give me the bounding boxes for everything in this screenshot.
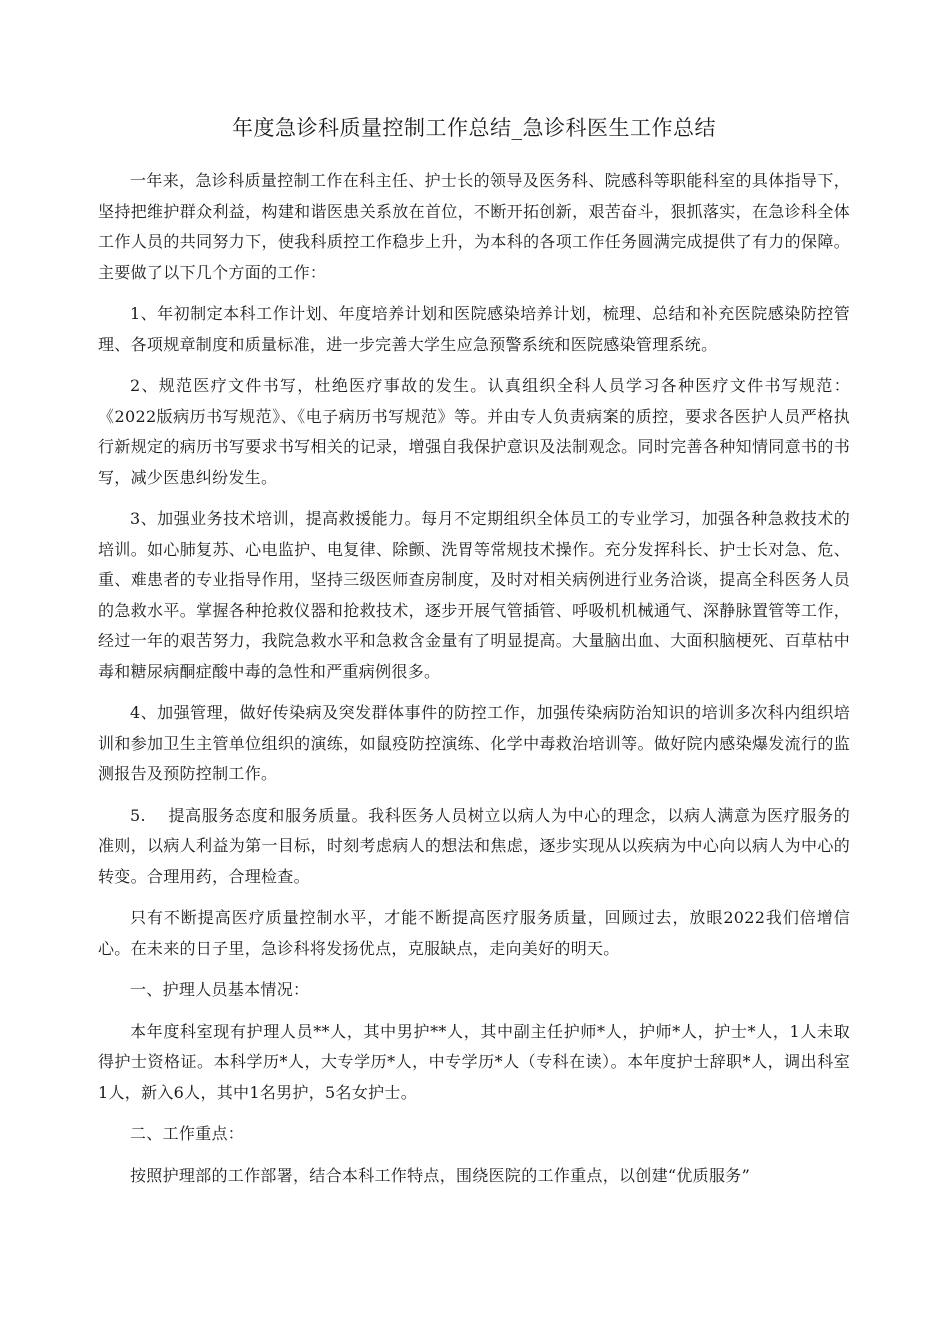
paragraph-conclusion: 只有不断提高医疗质量控制水平，才能不断提高医疗服务质量，回顾过去，放眼2022我们倍增信心。在未来的日子里，急诊科将发扬优点，克服缺点，走向美好的明天。 — [98, 908, 850, 958]
section-heading-focus: 二、工作重点： — [130, 1124, 245, 1143]
paragraph-staff: 本年度科室现有护理人员**人，其中男护**人，其中副主任护师*人，护师*人，护士*人，1人未取得护士资格证。本科学历*人，大专学历*人，中专学历*人（专科在读）。本年度护士辞职*人，调出科室1人，新入6人，其中1名男护，5名女护士。 — [98, 1021, 850, 1102]
paragraph-item-4: 4、加强管理，做好传染病及突发群体事件的防控工作，加强传染病防治知识的培训多次科内组织培训和参加卫生主管单位组织的演练，如鼠疫防控演练、化学中毒救治培训等。做好院内感染爆发流行的监测报告及预防控制工作。 — [98, 703, 850, 783]
paragraph-item-3: 3、加强业务技术培训，提高救援能力。每月不定期组织全体员工的专业学习，加强各种急救技术的培训。如心肺复苏、心电监护、电复律、除颤、洗胃等常规技术操作。充分发挥科长、护士长对急、危、重、难患者的专业指导作用，坚持三级医师查房制度，及时对相关病例进行业务洽谈，提高全科医务人员的急救水平。掌握各种抢救仪器和抢救技术，逐步开展气管插管、呼吸机机械通气、深静脉置管等工作，经过一年的艰苦努力，我院急救水平和急救含金量有了明显提高。大量脑出血、大面积脑梗死、百草枯中毒和糖尿病酮症酸中毒的急性和严重病例很多。 — [98, 509, 850, 681]
paragraph-focus: 按照护理部的工作部署，结合本科工作特点，围绕医院的工作重点，以创建“优质服务” — [130, 1165, 751, 1185]
paragraph-item-1: 1、年初制定本科工作计划、年度培养计划和医院感染培养计划，梳理、总结和补充医院感染防控管理、各项规章制度和质量标准，进一步完善大学生应急预警系统和医院感染管理系统。 — [98, 304, 850, 354]
section-heading-staff: 一、护理人员基本情况： — [130, 980, 310, 999]
document-title: 年度急诊科质量控制工作总结_急诊科医生工作总结 — [232, 116, 716, 140]
paragraph-item-5: 5. 提高服务态度和服务质量。我科医务人员树立以病人为中心的理念，以病人满意为医疗服务的准则，以病人利益为第一目标，时刻考虑病人的想法和焦虑，逐步实现从以疾病为中心向以病人为中心的转变。合理用药，合理检查。 — [98, 805, 850, 886]
paragraph-intro: 一年来，急诊科质量控制工作在科主任、护士长的领导及医务科、院感科等职能科室的具体指导下，坚持把维护群众利益，构建和谐医患关系放在首位，不断开拓创新，艰苦奋斗，狠抓落实，在急诊科全体工作人员的共同努力下，使我科质控工作稳步上升，为本科的各项工作任务圆满完成提供了有力的保障。主要做了以下几个方面的工作： — [98, 171, 850, 282]
paragraph-item-2: 2、规范医疗文件书写，杜绝医疗事故的发生。认真组织全科人员学习各种医疗文件书写规范：《2022版病历书写规范》、《电子病历书写规范》等。并由专人负责病案的质控，要求各医护人员严格执行新规定的病历书写要求书写相关的记录，增强自我保护意识及法制观念。同时完善各种知情同意书的书写，减少医患纠纷发生。 — [98, 376, 850, 487]
document-page — [98, 112, 850, 1202]
